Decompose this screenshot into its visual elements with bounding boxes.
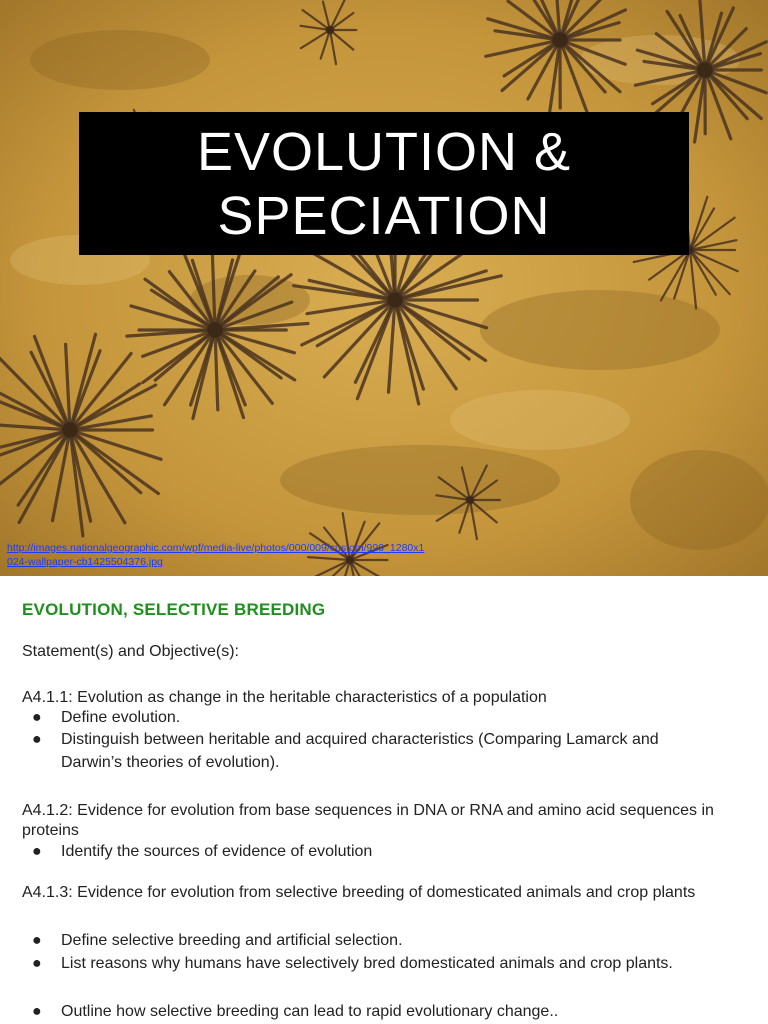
objective-statement-1: A4.1.1: Evolution as change in the heritable characteristics of a population (22, 689, 547, 706)
bullet-text: Define evolution. (61, 709, 181, 726)
bullet-icon: ● (32, 932, 42, 949)
bullet-icon: ● (32, 731, 42, 748)
bullet-text: Outline how selective breeding can lead to rapid evolutionary change.. (61, 1003, 559, 1020)
objective-statement-2: A4.1.2: Evidence for evolution from base sequences in DNA or RNA and amino acid sequences in proteins (22, 802, 714, 839)
objective-statement-3: A4.1.3: Evidence for evolution from selective breeding of domesticated animals and crop plants (22, 884, 696, 901)
bullet-text: Define selective breeding and artificial selection. (61, 932, 403, 949)
image-credit-link[interactable]: http://images.nationalgeographic.com/wpf/media-live/photos/000/009/custom/999_1280x1024-wallpaper-cb1425504376.jpg (7, 542, 425, 568)
bullet-icon: ● (32, 843, 42, 860)
objectives-intro: Statement(s) and Objective(s): (22, 643, 239, 660)
bullet-text: List reasons why humans have selectively bred domesticated animals and crop plants. (61, 955, 673, 972)
title-line-1: EVOLUTION & (196, 121, 572, 182)
title-line-2: SPECIATION (217, 185, 551, 246)
bullet-icon: ● (32, 955, 42, 972)
section-heading: EVOLUTION, SELECTIVE BREEDING (22, 600, 326, 619)
bullet-text: Identify the sources of evidence of evolution (61, 843, 373, 860)
bullet-icon: ● (32, 709, 42, 726)
title-banner (79, 112, 689, 255)
bullet-text: Distinguish between heritable and acquired characteristics (Comparing Lamarck and Darwin’s theories of evolution). (61, 731, 659, 771)
bullet-icon: ● (32, 1003, 42, 1020)
